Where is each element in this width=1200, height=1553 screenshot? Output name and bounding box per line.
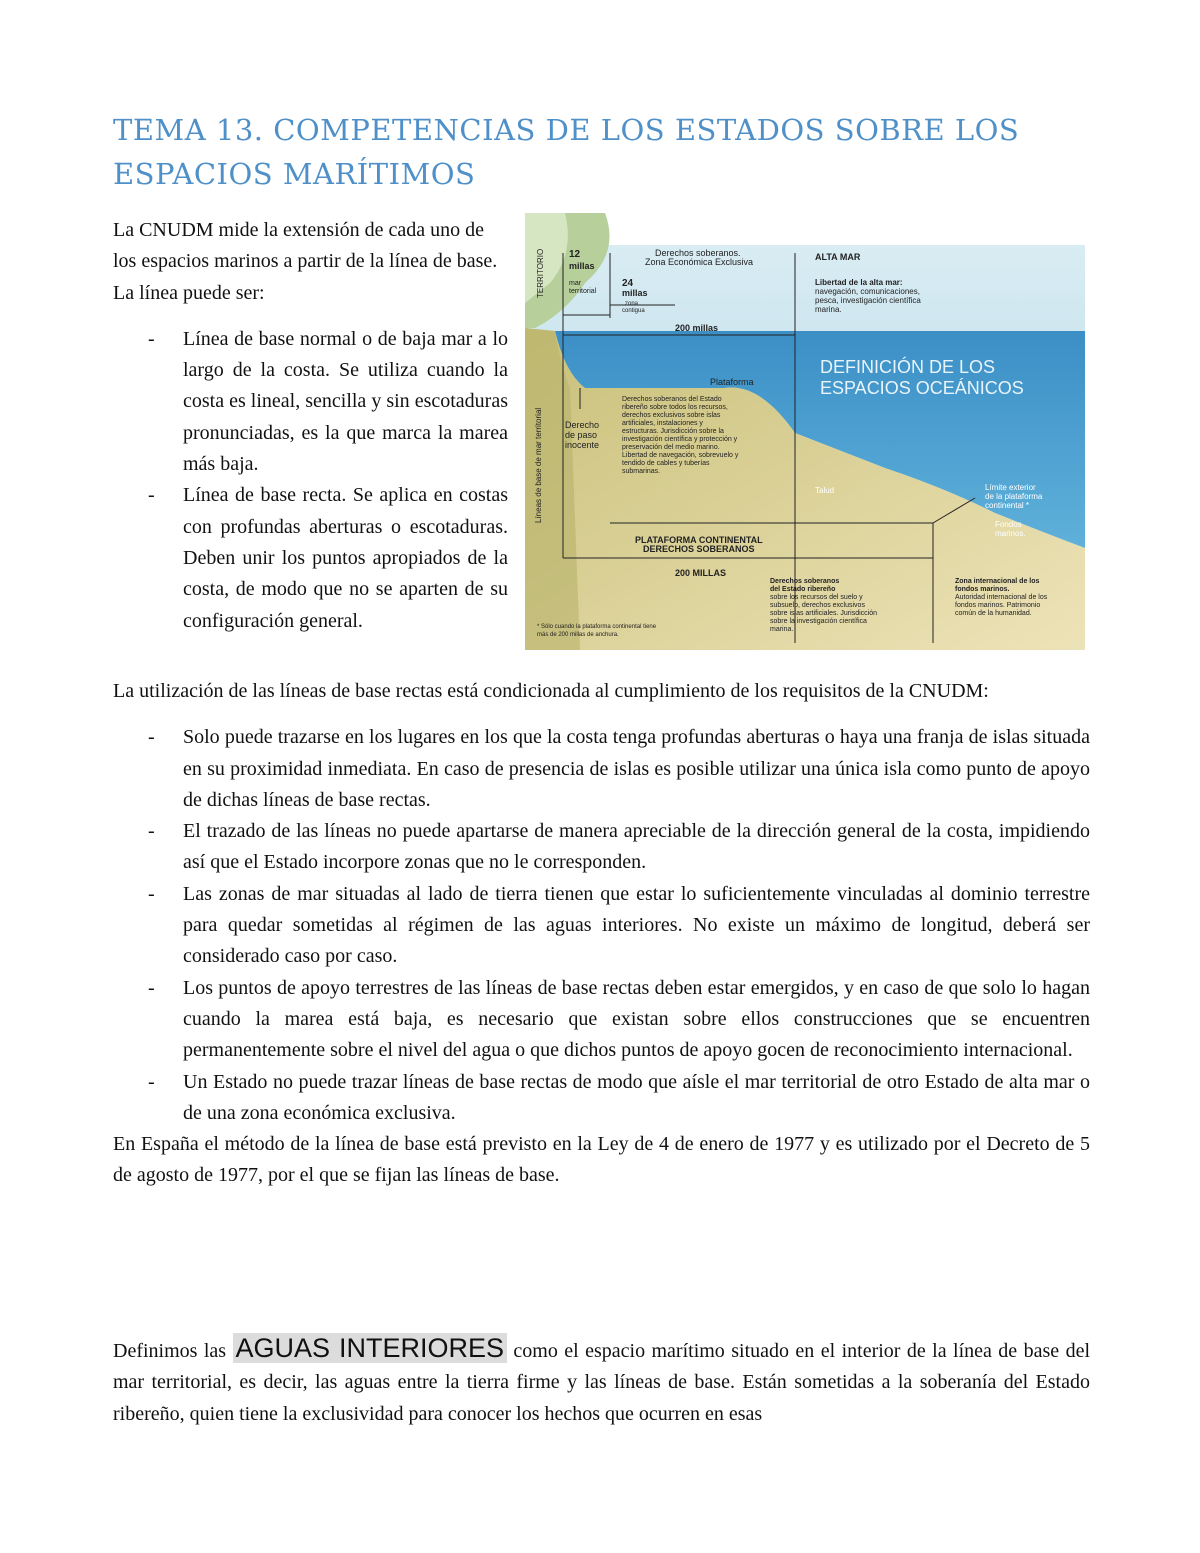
- diagram-label: PLATAFORMA CONTINENTAL: [635, 535, 763, 545]
- list-item: - Los puntos de apoyo terrestres de las líneas de base rectas deben estar emergidos, y en caso de que solo lo hagan cuando la marea está baja, es necesario que existan sobre ellos construcciones que se encuentren permanentemente sobre el nivel del agua o que dichos puntos de apoyo gocen de reconocimiento internacional.: [113, 973, 1090, 1067]
- diagram-label: sobre los recursos del suelo y: [770, 594, 863, 601]
- diagram-label: 200 MILLAS: [675, 568, 727, 578]
- diagram-label: de paso: [565, 430, 598, 440]
- list-item: - Solo puede trazarse en los lugares en los que la costa tenga profundas aberturas o haya una franja de islas situada en su proximidad inmediata. En caso de presencia de islas es posible utilizar una única isla como punto de apoyo de dichas líneas de base rectas.: [113, 722, 1090, 816]
- diagram-label: ribereño sobre todos los recursos,: [622, 404, 728, 411]
- diagram-label: Derecho: [565, 420, 600, 430]
- diagram-label: sobre la investigación científica: [770, 618, 867, 625]
- diagram-label: del Estado ribereño: [770, 586, 836, 593]
- diagram-label: Derechos soberanos del Estado: [622, 396, 722, 403]
- aguas-text-after: como el espacio marítimo situado en el interior de la línea de base del mar territorial, es decir, las aguas entre la tierra firme y las líneas de base. Están sometidas a la soberanía del Estado ribereño, quien tiene la exclusividad para conocer los hechos que ocurren en esas: [113, 1340, 1090, 1425]
- diagram-label: contigua: [622, 308, 645, 314]
- diagram-label-territorio: TERRITORIO: [536, 248, 545, 298]
- diagram-heading: DEFINICIÓN DE LOS: [820, 357, 996, 377]
- espana-paragraph: En España el método de la línea de base está previsto en la Ley de 4 de enero de 1977 y es utilizado por el Decreto de 5 de agosto de 1977, por el que se fijan las líneas de base.: [113, 1133, 1090, 1187]
- diagram-label: preservación del medio marino.: [622, 444, 720, 451]
- diagram-label: sobre islas artificiales. Jurisdicción: [770, 610, 877, 617]
- diagram-label: Libertad de la alta mar:: [815, 278, 903, 287]
- diagram-heading: ESPACIOS OCEÁNICOS: [820, 378, 1024, 398]
- diagram-label: Plataforma: [710, 377, 754, 387]
- diagram-footnote: más de 200 millas de anchura.: [537, 632, 619, 638]
- diagram-label: DERECHOS SOBERANOS: [643, 544, 755, 554]
- diagram-label: pesca, investigación científica: [815, 296, 921, 305]
- requisitos-list: [113, 722, 1090, 1129]
- diagram-label: investigación científica y protección y: [622, 436, 738, 443]
- diagram-label: marina.: [815, 305, 842, 314]
- diagram-label: inocente: [565, 440, 600, 450]
- diagram-label: zona: [625, 301, 639, 307]
- diagram-label: estructuras. Jurisdicción sobre la: [622, 428, 724, 435]
- list-item: - Línea de base normal o de baja mar a lo largo de la costa. Se utiliza cuando la costa es lineal, sencilla y sin escotaduras pronunciadas, es la que marca la marea más baja.: [113, 324, 508, 480]
- diagram-label: marinos.: [995, 529, 1026, 538]
- diagram-label: de la plataforma: [985, 492, 1043, 501]
- diagram-label: Derechos soberanos: [770, 578, 840, 585]
- diagram-label-alta-mar: ALTA MAR: [815, 252, 861, 262]
- diagram-label: mar: [569, 280, 582, 287]
- diagram-label: Límite exterior: [985, 483, 1036, 492]
- diagram-label: Autoridad internacional de los: [955, 594, 1048, 601]
- baseline-types-list: [113, 324, 508, 637]
- aguas-interiores-section: [113, 1333, 1090, 1430]
- diagram-label: marina.: [770, 626, 794, 633]
- diagram-label: Zona Económica Exclusiva: [645, 257, 754, 267]
- diagram-label: submarinas.: [622, 468, 661, 475]
- diagram-footnote: * Sólo cuando la plataforma continental tiene: [537, 624, 657, 630]
- diagram-label: 12: [569, 249, 581, 260]
- requisitos-section: [113, 676, 1090, 1192]
- diagram-label: tendido de cables y tuberías: [622, 460, 710, 467]
- diagram-label: Fondos: [995, 520, 1022, 529]
- aguas-interiores-highlight: AGUAS INTERIORES: [233, 1333, 507, 1363]
- page-title: TEMA 13. COMPETENCIAS DE LOS ESTADOS SOBRE LOS ESPACIOS MARÍTIMOS: [113, 113, 1020, 191]
- diagram-label: fondos marinos.: [955, 586, 1010, 593]
- diagram-label: Talud: [815, 486, 835, 495]
- requisitos-paragraph: La utilización de las líneas de base rectas está condicionada al cumplimiento de los requisitos de la CNUDM:: [113, 680, 989, 702]
- list-item: - Las zonas de mar situadas al lado de tierra tienen que estar lo suficientemente vinculadas al dominio terrestre para quedar sometidas al régimen de las aguas interiores. No existe un máximo de longitud, deberá ser considerado caso por caso.: [113, 879, 1090, 973]
- intro-section: [113, 215, 508, 637]
- diagram-label: artificiales, instalaciones y: [622, 420, 703, 427]
- aguas-paragraph: [113, 1333, 1090, 1430]
- diagram-label: continental *: [985, 501, 1030, 510]
- diagram-label: 200 millas: [675, 323, 719, 333]
- diagram-label: derechos exclusivos sobre islas: [622, 412, 721, 419]
- diagram-label: navegación, comunicaciones,: [815, 287, 920, 296]
- diagram-label-lineas-base: Líneas de base de mar territorial: [534, 407, 543, 523]
- diagram-label: millas: [569, 261, 595, 271]
- list-item: - Línea de base recta. Se aplica en costas con profundas aberturas o escotaduras. Deben unir los puntos apropiados de la costa, de modo que no se aparten de su configuración general.: [113, 480, 508, 636]
- diagram-label: Derechos soberanos.: [655, 248, 741, 258]
- diagram-label: territorial: [569, 288, 597, 295]
- diagram-label: 24: [622, 278, 634, 289]
- diagram-label: millas: [622, 288, 648, 298]
- diagram-label: común de la humanidad.: [955, 610, 1032, 617]
- aguas-text-before: Definimos las: [113, 1340, 233, 1362]
- diagram-label: subsuelo, derechos exclusivos: [770, 602, 865, 609]
- ocean-spaces-diagram: [525, 213, 1085, 650]
- diagram-label: fondos marinos. Patrimonio: [955, 602, 1041, 609]
- list-item: - El trazado de las líneas no puede apartarse de manera apreciable de la dirección general de la costa, impidiendo así que el Estado incorpore zonas que no le corresponden.: [113, 816, 1090, 879]
- intro-paragraph: La CNUDM mide la extensión de cada uno de los espacios marinos a partir de la línea de base. La línea puede ser:: [113, 219, 498, 304]
- diagram-label: Zona internacional de los: [955, 578, 1040, 585]
- list-item: - Un Estado no puede trazar líneas de base rectas de modo que aísle el mar territorial de otro Estado de alta mar o de una zona económica exclusiva.: [113, 1067, 1090, 1130]
- diagram-label: Libertad de navegación, sobrevuelo y: [622, 452, 739, 459]
